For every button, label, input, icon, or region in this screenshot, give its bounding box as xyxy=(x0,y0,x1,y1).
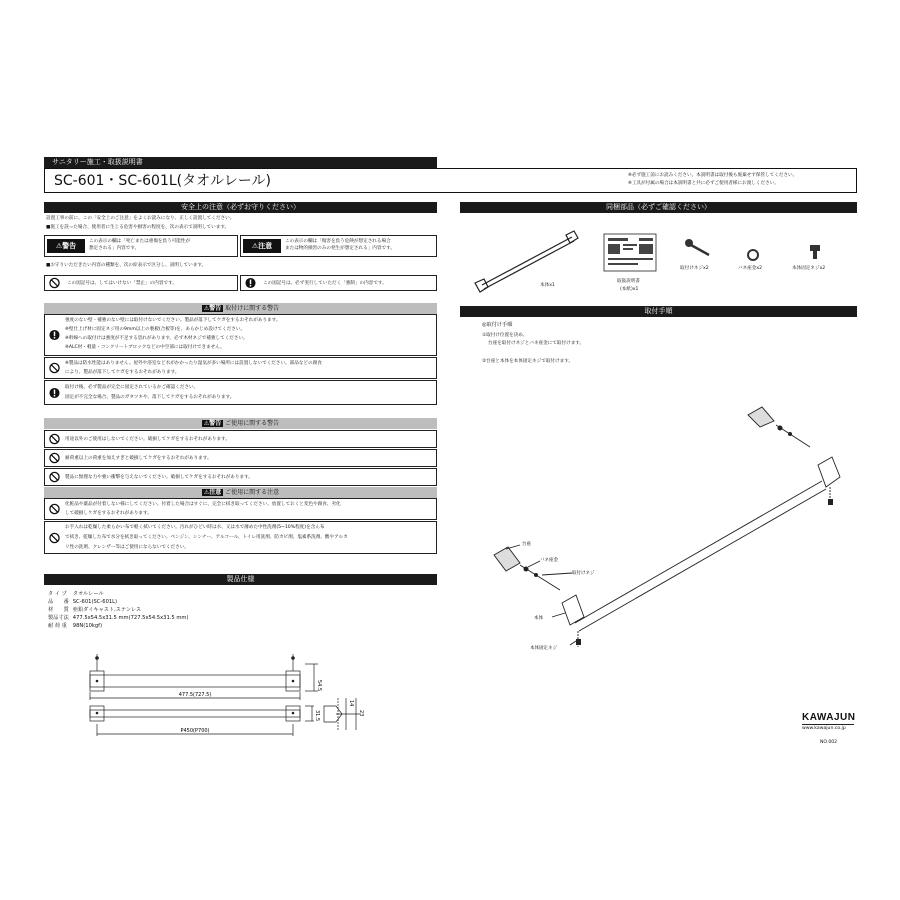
caution-icon-badge: ⚠注意 xyxy=(203,489,222,496)
install-warning-line: 強度のない壁・補強のない壁には取付けないでください。製品が落下してケガをするおそれがあります。 xyxy=(65,318,281,323)
mandatory-legend-text: この図記号は、必ず実行していただく「強制」の内容です。 xyxy=(263,281,387,286)
mandatory-icon xyxy=(49,330,60,341)
use-caution-line: で拭き、乾燥した布で水分を拭き取ってください。ベンジン、シンナー、アルコール、トイレ用洗剤、防カビ剤、塩素系洗剤、酸やアルカ xyxy=(65,535,348,540)
install-warning-line: ※製品は防水性能はありません。屋外や浴室など水がかかったり湿気が多い場所には設置しないでください。部品などの腐食 xyxy=(65,361,322,366)
use-caution-item-2 xyxy=(44,521,437,554)
part-screw-label: 取付けネジx2 xyxy=(680,266,709,271)
use-caution-item-1 xyxy=(44,498,437,520)
use-warning-text: 耐荷重以上の荷重を加えすぎと破損してケガをするおそれがあります。 xyxy=(65,456,212,461)
dim-depth: 54.5 xyxy=(316,680,322,692)
part-manual-label-1: 取扱説明書 xyxy=(617,279,640,284)
install-warning-line: 取付け後、必ず製品が完全に固定されているかご確認ください。 xyxy=(65,385,199,390)
install-warning-block-1 xyxy=(44,314,437,356)
spec-row xyxy=(48,614,193,622)
caution-legend xyxy=(240,235,437,257)
prohibit-legend-text: この図記号は、してはいけない「禁止」の内容です。 xyxy=(67,281,177,286)
use-caution-line: リ性の洗剤、クレンザー等はご使用にならないでください。 xyxy=(65,545,189,550)
use-warning-item xyxy=(44,449,437,467)
prohibit-icon xyxy=(49,504,60,515)
prohibit-icon xyxy=(49,278,60,289)
fix-screw-icon xyxy=(808,244,822,260)
safety-intro-2: ■施工を誤った場合、使用者に生じる危害や損害の程度を、次の表示で説明しています。 xyxy=(46,225,230,230)
dim-h2: 23 xyxy=(358,710,364,717)
installation-diagram xyxy=(480,395,850,665)
dim-total: 477.5(727.5) xyxy=(178,692,212,698)
spec-value: SC-601(SC-601L) xyxy=(72,599,118,605)
part-manual-label-2: (本紙)x1 xyxy=(620,287,639,292)
use-warning-item xyxy=(44,468,437,486)
use-warning-title: ご使用に関する警告 xyxy=(225,420,280,427)
spec-value: 477.5x54.5x31.5 mm(727.5x54.5x31.5 mm) xyxy=(72,615,189,621)
part-body-label: 本体x1 xyxy=(540,283,555,288)
spec-row xyxy=(48,606,193,614)
install-warning-line: により、製品が落下してケガをするおそれがあります。 xyxy=(65,370,180,375)
use-warning-text: 製品に無理な力や強い衝撃を与えないでください。破損してケガをするおそれがあります。 xyxy=(65,475,253,480)
page-title: SC-601・SC-601L(タオルレール) xyxy=(54,173,271,189)
header-note-1: ※必ず施工前にお読みください。本説明書は取付後も廃棄せず保管してください。 xyxy=(628,173,798,178)
washer-icon xyxy=(746,248,760,262)
use-warning-text: 用途以外のご使用はしないでください。破損してケガをするおそれがあります。 xyxy=(65,437,230,442)
towel-rail-part-image xyxy=(470,225,580,295)
dim-h1: 14 xyxy=(348,700,354,707)
part-fix-screw-label: 本体固定ネジx2 xyxy=(792,266,826,271)
warning-icon: ⚠ xyxy=(55,242,63,250)
spec-title-bar: 製品仕様 xyxy=(44,574,437,585)
part-washer-label: バネ座金x2 xyxy=(738,266,763,271)
caution-legend-line-2: または物的損害のみの発生が想定される」内容です。 xyxy=(285,246,395,251)
warning-badge xyxy=(47,239,85,253)
label-body: 本体 xyxy=(534,616,543,621)
parts-title-bar: 同梱部品（必ずご確認ください） xyxy=(460,202,857,213)
use-caution-line: して破損しケガをするおそれがあります。 xyxy=(65,511,152,516)
safety-intro-1: 設置工事の前に、この「安全上のご注意」をよくお読みになり、正しく設置してください。 xyxy=(46,216,235,221)
install-warning-line: ※ALC材・軽量・コンクリートブロックなどの中空部には取付けできません。 xyxy=(65,345,225,350)
mandatory-icon xyxy=(49,387,60,398)
category-bar: サニタリー施工・取扱説明書 xyxy=(44,157,437,168)
spec-label: 品 番 xyxy=(48,599,69,605)
step-2: ②台座と本体を本体固定ネジで取付けます。 xyxy=(482,359,574,364)
symbol-intro: ■お守りいただきたい内容の種類を、次の絵表示で区分し、説明しています。 xyxy=(46,263,207,268)
prohibit-icon xyxy=(49,434,60,445)
install-warning-block-2 xyxy=(44,357,437,379)
caution-badge xyxy=(243,239,281,253)
warning-icon-badge: ⚠警告 xyxy=(203,420,222,427)
spec-table xyxy=(48,590,193,630)
use-warning-item xyxy=(44,430,437,448)
warning-legend-line-1: この表示の欄は「死亡または重傷を負う可能性が xyxy=(89,239,191,244)
prohibit-legend xyxy=(44,275,238,291)
install-warning-title: 取付けに関する警告 xyxy=(225,305,280,312)
label-screw: 取付けネジ xyxy=(572,571,595,576)
spec-value: 亜鉛ダイキャスト,ステンレス xyxy=(72,607,142,613)
screw-icon xyxy=(684,238,714,258)
mandatory-icon xyxy=(245,278,256,289)
spec-label: タ イ プ xyxy=(48,591,67,597)
spec-label: 耐 荷 重 xyxy=(48,623,67,629)
dimension-drawing xyxy=(80,640,380,750)
warning-badge-label: 警告 xyxy=(62,242,77,250)
prohibit-icon xyxy=(49,472,60,483)
spec-value: 98N(10kgf) xyxy=(72,623,103,629)
install-warning-line: ※壁仕上げ材に固定ネジ用の9mm以上の裏板(合板等)を、あらかじめ設けてください。 xyxy=(65,327,246,332)
prohibit-icon xyxy=(49,363,60,374)
manual-part-image xyxy=(603,233,658,273)
prohibit-icon xyxy=(49,453,60,464)
warning-legend-line-2: 想定される」内容です。 xyxy=(89,246,140,251)
use-caution-line: お手入れは乾燥した柔らかい布で軽く拭いてください。汚れがひどい時は水、又は水で薄めた中性洗剤(5~10%程度)を含ん布 xyxy=(65,525,325,530)
install-warning-line: ※幹線への取付けは強度が不足する恐れがあります。必ず木材ネジで補強してください。 xyxy=(65,336,248,341)
steps-title-bar: 取付手順 xyxy=(460,306,857,317)
doc-number: NO.002 xyxy=(820,740,838,745)
dim-height: 31.5 xyxy=(314,710,320,722)
caution-legend-line-1: この表示の欄は「傷害を負う危険が想定される場合 xyxy=(285,239,391,244)
steps-heading: ◎取付け手順 xyxy=(482,322,513,328)
install-warning-block-3 xyxy=(44,380,437,405)
warning-icon: ⚠ xyxy=(251,242,259,250)
label-fix-screw: 本体固定ネジ xyxy=(530,646,557,651)
spec-row xyxy=(48,590,193,598)
install-warning-badge-label: 警告 xyxy=(209,305,222,312)
use-warning-header xyxy=(44,418,437,429)
label-washer: バネ座金 xyxy=(540,558,558,563)
label-base: 台座 xyxy=(522,542,531,547)
install-warning-line: 固定が不完全な場合、製品のガタツキや、落下してケガをするおそれがあります。 xyxy=(65,395,235,400)
spec-row xyxy=(48,598,193,606)
install-warning-header xyxy=(44,303,437,314)
spec-label: 材 質 xyxy=(48,607,69,613)
brand-logo: KAWAJUN xyxy=(802,712,856,723)
dim-pitch: P450(P700) xyxy=(180,728,210,734)
spec-row xyxy=(48,622,193,630)
use-caution-title: ご使用に関する注意 xyxy=(225,489,280,496)
safety-title-bar: 安全上の注意（必ずお守りください） xyxy=(44,202,437,213)
mandatory-legend xyxy=(240,275,437,291)
step-1-line-2: 台座を取付けネジとバネ座金にて取付けます。 xyxy=(488,341,585,346)
brand-url: www.kawajun.co.jp xyxy=(802,726,846,731)
warning-icon-badge: ⚠警告 xyxy=(203,305,222,312)
use-caution-badge-label: 注意 xyxy=(209,489,222,496)
warning-legend xyxy=(44,235,238,257)
use-caution-line: 化粧品や薬品が付着しない様にしてください。付着した場合はすぐに、完全に拭き取ってください。放置しておくと変色や腐食、劣化 xyxy=(65,502,341,507)
prohibit-icon xyxy=(49,532,60,543)
use-caution-header xyxy=(44,487,437,498)
spec-label: 製品寸法 xyxy=(48,615,69,621)
caution-badge-label: 注意 xyxy=(258,242,273,250)
use-warning-badge-label: 警告 xyxy=(209,420,222,427)
step-1-line-1: ①取付け位置を決め、 xyxy=(482,333,528,338)
brand-rule xyxy=(802,724,854,725)
spec-value: タオルレール xyxy=(72,591,104,597)
header-note-2: ※工具が付属の場合は本説明書と共に必ずご使用者様にお渡しください。 xyxy=(628,181,779,186)
